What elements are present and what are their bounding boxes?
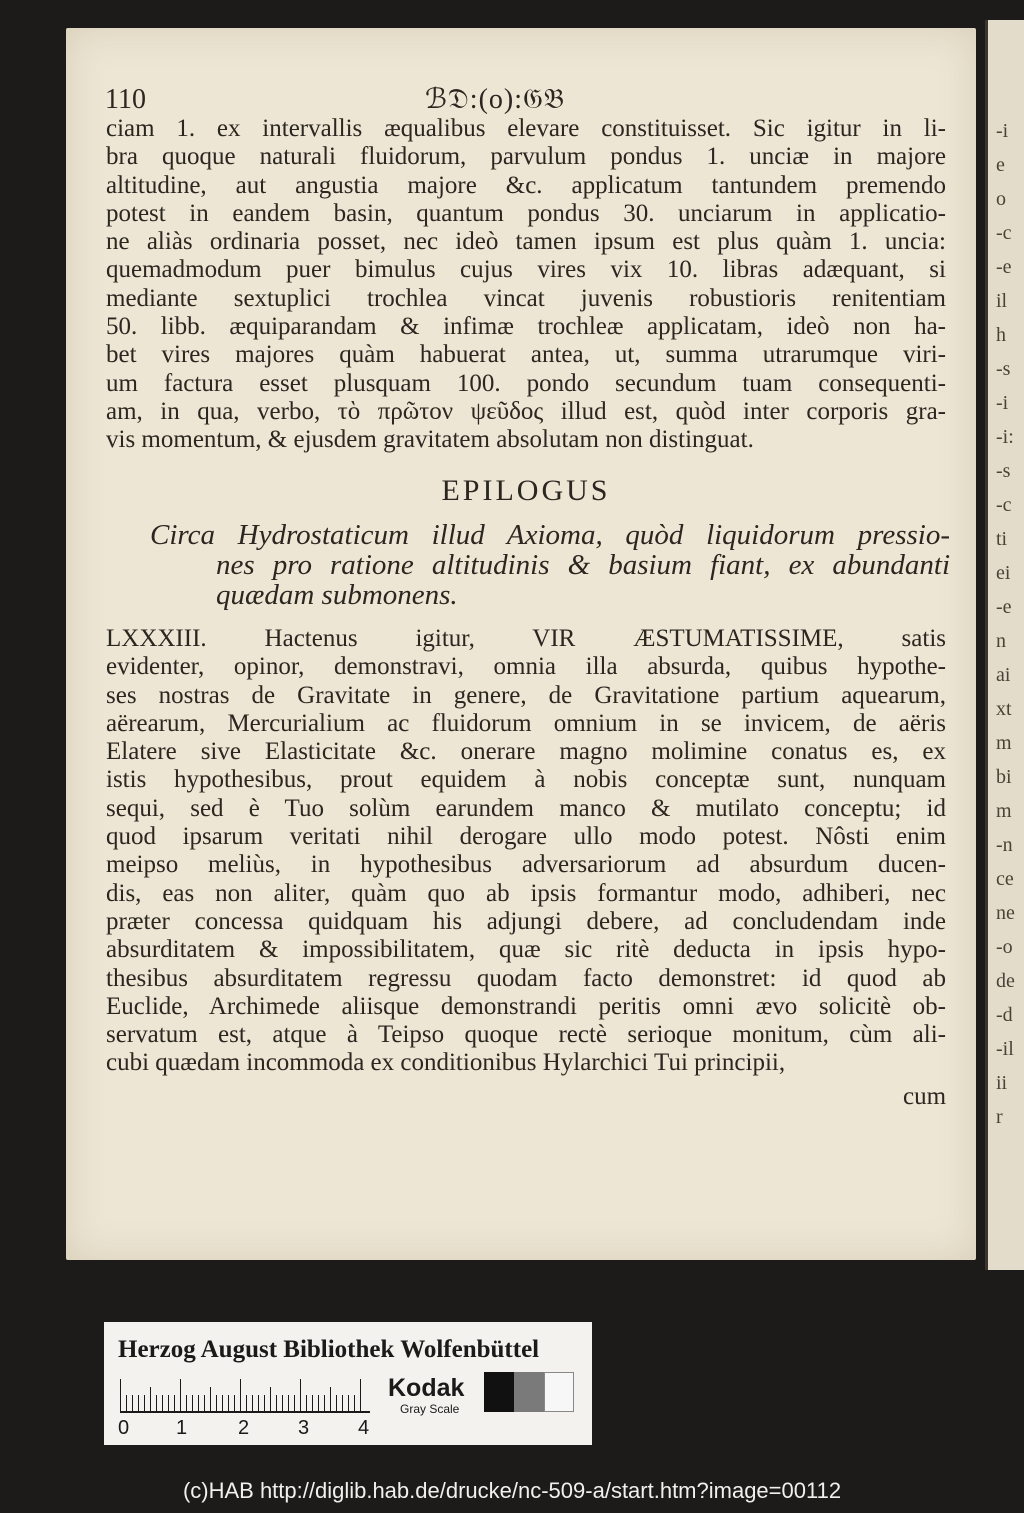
neighbor-text-fragment: ii <box>996 1072 1008 1094</box>
text-line: servatum est, atque à Teipso quoque rectè serioque monitum, cùm ali- <box>106 1021 946 1049</box>
ruler-tick <box>252 1395 253 1411</box>
text-line: Elatere sive Elasticitate &c. onerare magno molimine conatus es, ex <box>106 738 946 766</box>
ruler-tick <box>120 1379 121 1411</box>
ruler-tick <box>210 1387 211 1411</box>
neighbor-text-fragment: ti <box>996 528 1008 550</box>
neighbor-text-fragment: o <box>996 188 1006 210</box>
ruler-tick <box>228 1395 229 1411</box>
scale-ruler <box>120 1377 370 1413</box>
archive-label <box>104 1322 592 1445</box>
ruler-tick <box>204 1395 205 1411</box>
neighbor-text-fragment: -e <box>996 256 1012 278</box>
ruler-tick <box>348 1395 349 1411</box>
neighbor-text-fragment: ei <box>996 562 1011 584</box>
ruler-tick <box>312 1395 313 1411</box>
text-line: quod ipsarum veritati nihil derogare ullo modo potest. Nôsti enim <box>106 823 946 851</box>
ruler-tick <box>186 1395 187 1411</box>
text-line: meipso meliùs, in hypothesibus adversariorum ad absurdum ducen- <box>106 851 946 879</box>
neighbor-text-fragment: -il <box>996 1038 1014 1060</box>
scale-number: 3 <box>298 1417 310 1439</box>
text-line: absurditatem & impossibilitatem, quæ sic ritè deducta in ipsis hypo- <box>106 936 946 964</box>
scale-number: 1 <box>176 1417 188 1439</box>
paragraph-continuation <box>106 115 946 455</box>
neighbor-text-fragment: -e <box>996 596 1012 618</box>
ruler-tick <box>264 1395 265 1411</box>
ruler-tick <box>132 1395 133 1411</box>
ruler-tick <box>330 1387 331 1411</box>
neighbor-text-fragment: il <box>996 290 1008 312</box>
ruler-tick <box>318 1395 319 1411</box>
ruler-tick <box>306 1395 307 1411</box>
neighbor-text-fragment: h <box>996 324 1006 346</box>
ruler-tick <box>258 1395 259 1411</box>
neighbor-text-fragment: -n <box>996 834 1013 856</box>
text-line: dis, eas non aliter, quàm quo ab ipsis formantur modo, adhiberi, nec <box>106 879 946 907</box>
neighbor-text-fragment: e <box>996 154 1005 176</box>
text-line: sequi, sed è Tuo solùm earundem manco & mutilato conceptu; id <box>106 794 946 822</box>
text-line: 50. libb. æquiparandam & infimæ trochleæ applicatam, ideò non ha- <box>106 313 946 341</box>
text-line: vis momentum, & ejusdem gravitatem absolutam non distinguat. <box>106 426 754 454</box>
ruler-tick <box>168 1395 169 1411</box>
neighbor-text-fragment: m <box>996 800 1012 822</box>
ruler-tick <box>276 1395 277 1411</box>
ruler-tick <box>126 1395 127 1411</box>
catchword: cum <box>903 1083 947 1110</box>
ruler-tick <box>234 1395 235 1411</box>
text-line: evidenter, opinor, demonstravi, omnia illa absurda, quibus hypothe- <box>106 653 946 681</box>
ruler-tick <box>180 1379 181 1411</box>
ruler-tick <box>138 1395 139 1411</box>
ruler-tick <box>300 1379 301 1411</box>
library-name: Herzog August Bibliothek Wolfenbüttel <box>118 1336 540 1363</box>
neighbor-text-fragment: de <box>996 970 1015 992</box>
text-line: istis hypothesibus, prout equidem à nobis conceptæ sunt, nunquam <box>106 766 946 794</box>
text-line: LXXXIII. Hactenus igitur, VIR ÆSTUMATISSIME, satis <box>106 625 946 652</box>
ruler-tick <box>162 1395 163 1411</box>
ruler-tick <box>270 1387 271 1411</box>
text-line: cubi quædam incommoda ex conditionibus Hylarchici Tui principii, <box>106 1049 786 1077</box>
text-line: aërearum, Mercurialium ac fluidorum omnium in se invicem, de aëris <box>106 709 946 737</box>
text-line: mediante sextuplici trochlea vincat juvenis robustioris renitentiam <box>106 284 946 312</box>
neighbor-text-fragment: ne <box>996 902 1015 924</box>
text-line: præter concessa quidquam his adjungi debere, ad concludendam inde <box>106 907 946 935</box>
neighbor-text-fragment: -i: <box>996 426 1014 448</box>
ruler-tick <box>222 1395 223 1411</box>
ruler-tick <box>144 1395 145 1411</box>
paragraph-lxxxiii <box>106 625 946 1078</box>
ruler-tick <box>324 1395 325 1411</box>
gray-swatch-white <box>544 1372 574 1412</box>
text-line: thesibus absurditatem regressu quodam facto demonstret: id quod ab <box>106 964 946 992</box>
text-line: ne aliàs ordinaria posset, nec ideò tamen ipsum est plus quàm 1. uncia: <box>106 228 946 256</box>
ruler-tick <box>336 1395 337 1411</box>
neighbor-text-fragment: n <box>996 630 1006 652</box>
neighbor-text-fragment: -c <box>996 222 1012 244</box>
ruler-tick <box>288 1395 289 1411</box>
text-line: ses nostras de Gravitate in genere, de Gravitatione partium aquearum, <box>106 681 946 709</box>
text-line: Euclide, Archimede aliisque demonstrandi peritis omni ævo solicitè ob- <box>106 992 946 1020</box>
ruler-tick <box>246 1395 247 1411</box>
text-line: ciam 1. ex intervallis æqualibus elevare constituisset. Sic igitur in li- <box>106 115 946 142</box>
gray-swatch-black <box>484 1372 514 1412</box>
neighbor-text-fragment: -s <box>996 460 1011 482</box>
subheading-line: nes pro ratione altitudinis & basium fiant, ex abundanti <box>216 549 950 581</box>
neighbor-text-fragment: ce <box>996 868 1014 890</box>
text-line: am, in qua, verbo, τὸ πρῶτον ψεῦδος illud est, quòd inter corporis gra- <box>106 397 946 425</box>
neighbor-text-fragment: -i <box>996 120 1009 142</box>
neighbor-text-fragment: -i <box>996 392 1009 414</box>
page-number: 110 <box>105 84 146 115</box>
subheading-line: Circa Hydrostaticum illud Axioma, quòd liquidorum pressio- <box>150 519 950 551</box>
text-line: quemadmodum puer bimulus cujus vires vix 10. libras adæquant, si <box>106 256 946 284</box>
text-line: potest in eandem basin, quantum pondus 30. unciarum in applicatio- <box>106 199 946 227</box>
ruler-tick <box>192 1395 193 1411</box>
text-line: altitudine, aut angustia majore &c. applicatum tantundem premendo <box>106 171 946 199</box>
neighbor-text-fragment: ai <box>996 664 1011 686</box>
ruler-tick <box>150 1387 151 1411</box>
copyright-footer: (c)HAB http://diglib.hab.de/drucke/nc-509-a/start.htm?image=00112 <box>182 1478 842 1503</box>
ruler-tick <box>360 1379 361 1411</box>
scale-number: 0 <box>118 1417 130 1439</box>
neighbor-text-fragment: -c <box>996 494 1012 516</box>
scale-number: 4 <box>358 1417 370 1439</box>
scale-number: 2 <box>238 1417 250 1439</box>
ruler-tick <box>294 1395 295 1411</box>
ruler-tick <box>198 1395 199 1411</box>
ruler-tick <box>342 1395 343 1411</box>
text-line: bra quoque naturali fluidorum, parvulum pondus 1. unciæ in majore <box>106 143 946 171</box>
kodak-logo: Kodak <box>388 1374 465 1402</box>
text-line: um factura esset plusquam 100. pondo secundum tuam consequenti- <box>106 369 946 397</box>
ruler-tick <box>354 1395 355 1411</box>
neighbor-text-fragment: xt <box>996 698 1012 720</box>
ruler-tick <box>240 1379 241 1411</box>
neighbor-text-fragment: -o <box>996 936 1013 958</box>
neighbor-text-fragment: m <box>996 732 1012 754</box>
ruler-tick <box>174 1395 175 1411</box>
kodak-subtitle: Gray Scale <box>400 1402 460 1416</box>
ruler-tick <box>216 1395 217 1411</box>
neighbor-text-fragment: -d <box>996 1004 1013 1026</box>
header-ornament: ℬ𝔇:(o):𝔊𝔅 <box>425 84 566 115</box>
subheading-line: quædam submonens. <box>216 579 458 611</box>
neighbor-text-fragment: bi <box>996 766 1012 788</box>
gray-swatch-gray <box>514 1372 544 1412</box>
neighbor-page <box>985 20 1024 1270</box>
section-subheading <box>150 520 950 610</box>
section-heading: EPILOGUS <box>441 474 611 507</box>
neighbor-text-fragment: -s <box>996 358 1011 380</box>
ruler-tick <box>282 1395 283 1411</box>
neighbor-text-fragment: r <box>996 1106 1003 1128</box>
ruler-tick <box>156 1395 157 1411</box>
text-line: bet vires majores quàm habuerat antea, ut, summa utrarumque viri- <box>106 341 946 369</box>
